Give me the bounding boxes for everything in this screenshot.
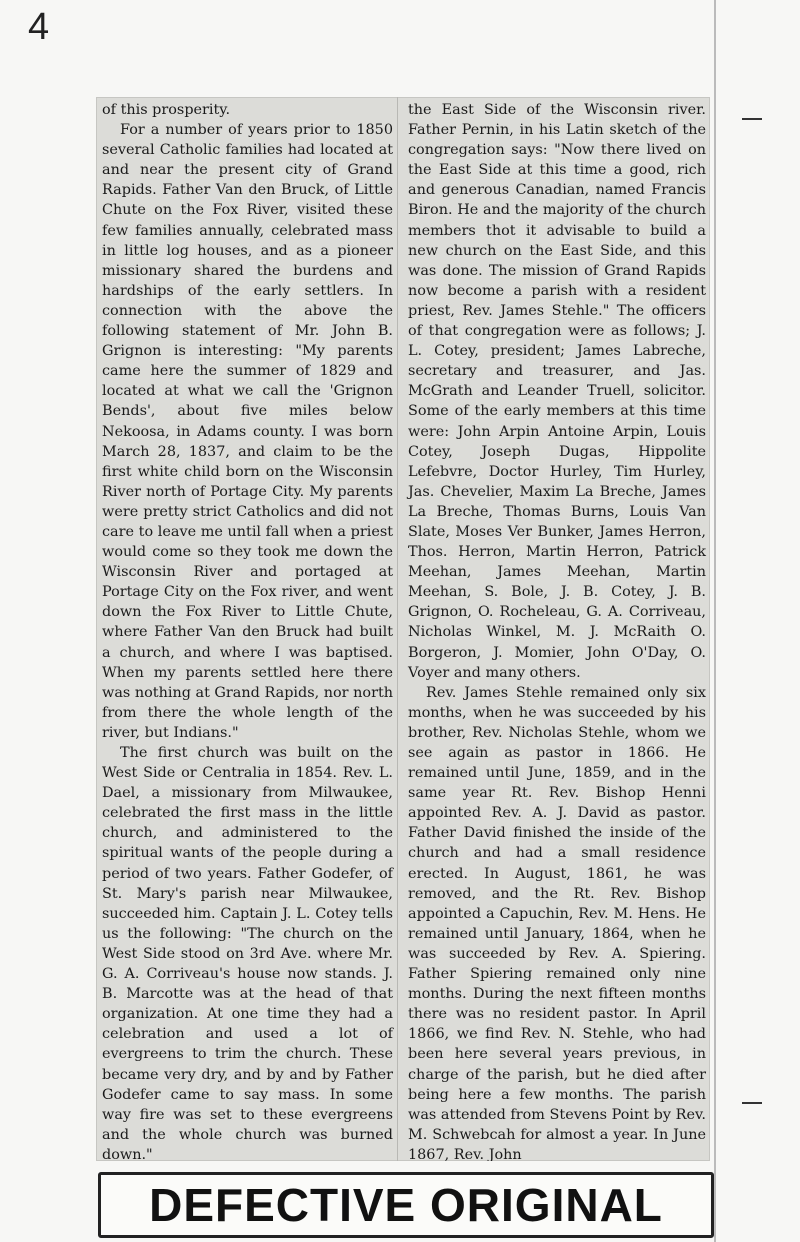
- page-number: 4: [28, 6, 50, 48]
- paragraph: The first church was built on the West Side or Centralia in 1854. Rev. L. Dael, a missionary from Milwaukee, celebrated the first mass in the little church, and administered to the spiritual wants of the people during a period of two years. Father Godefer, of St. Mary's parish near Milwaukee, succeeded him. Captain J. L. Cotey tells us the following: "The church on the West Side stood on 3rd Ave. where Mr. G. A. Corriveau's house now stands. J. B. Marcotte was at the head of that organization. At one time they had a celebration and used a lot of evergreens to trim the church. These became very dry, and by and by Father Godefer came to say mass. In some way fire was set to these evergreens and the whole church was burned down.": [102, 745, 393, 1161]
- paragraph: Rev. James Stehle remained only six months, when he was succeeded by his brother, Rev. Nicholas Stehle, whom we see again as pastor in 1866. He remained until June, 1859, and in the same year Rt. Rev. Bishop Henni appointed Rev. A. J. David as pastor. Father David finished the inside of the church and had a small residence erected. In August, 1861, he was removed, and the Rt. Rev. Bishop appointed a Capuchin, Rev. M. Hens. He remained until January, 1864, when he was succeeded by Rev. A. Spiering. Father Spiering remained only nine months. During the next fifteen months there was no resident pastor. In April 1866, we find Rev. N. Stehle, who had been here several years previous, in charge of the parish, but he died after being here a few months. The parish was attended from Stevens Point by Rev. M. Schwebcah for almost a year. In June 1867, Rev. John: [408, 684, 706, 1161]
- article-column-left: [96, 97, 398, 1161]
- paragraph: For a number of years prior to 1850 several Catholic families had located at and near the present city of Grand Rapids. Father Van den Bruck, of Little Chute on the Fox River, visited these few families annually, celebrated mass in little log houses, and as a pioneer missionary shared the burdens and hardships of the early settlers. In connection with the above the following statement of Mr. John B. Grignon is interesting: "My parents came here the summer of 1829 and located at what we call the 'Grignon Bends', about five miles below Nekoosa, in Adams county. I was born March 28, 1837, and claim to be the first white child born on the Wisconsin River north of Portage City. My parents were pretty strict Catholics and did not care to leave me until fall when a priest would come so they took me down the Wisconsin River and portaged at Portage City on the Fox river, and went down the Fox River to Little Chute, where Father Van den Bruck had built a church, and where I was baptised. When my parents settled here there was nothing at Grand Rapids, nor north from there the whole length of the river, but Indians.": [102, 122, 393, 741]
- margin-tick-mark: [742, 118, 762, 120]
- paragraph: of this prosperity.: [102, 102, 231, 118]
- article-column-right: [402, 97, 710, 1161]
- paragraph: the East Side of the Wisconsin river. Father Pernin, in his Latin sketch of the congregation says: "Now there lived on the East Side at this time a good, rich and generous Canadian, named Francis Biron. He and the majority of the church members thot it advisable to build a new church on the East Side, and this was done. The mission of Grand Rapids now become a parish with a resident priest, Rev. James Stehle." The officers of that congregation were as follows; J. L. Cotey, president; James Labreche, secretary and treasurer, and Jas. McGrath and Leander Truell, solicitor. Some of the early members at this time were: John Arpin Antoine Arpin, Louis Cotey, Joseph Dugas, Hippolite Lefebvre, Doctor Hurley, Tim Hurley, Jas. Chevelier, Maxim La Breche, James La Breche, Thomas Burns, Louis Van Slate, Moses Ver Bunker, James Herron, Thos. Herron, Martin Herron, Patrick Meehan, James Meehan, Martin Meehan, S. Bole, J. B. Cotey, J. B. Grignon, O. Rocheleau, G. A. Corriveau, Nicholas Winkel, M. J. McRaith O. Borgeron, J. Momier, John O'Day, O. Voyer and many others.: [408, 102, 706, 681]
- margin-tick-mark: [742, 1102, 762, 1104]
- page-edge-rule: [714, 0, 716, 1242]
- defective-original-stamp: DEFECTIVE ORIGINAL: [98, 1172, 714, 1238]
